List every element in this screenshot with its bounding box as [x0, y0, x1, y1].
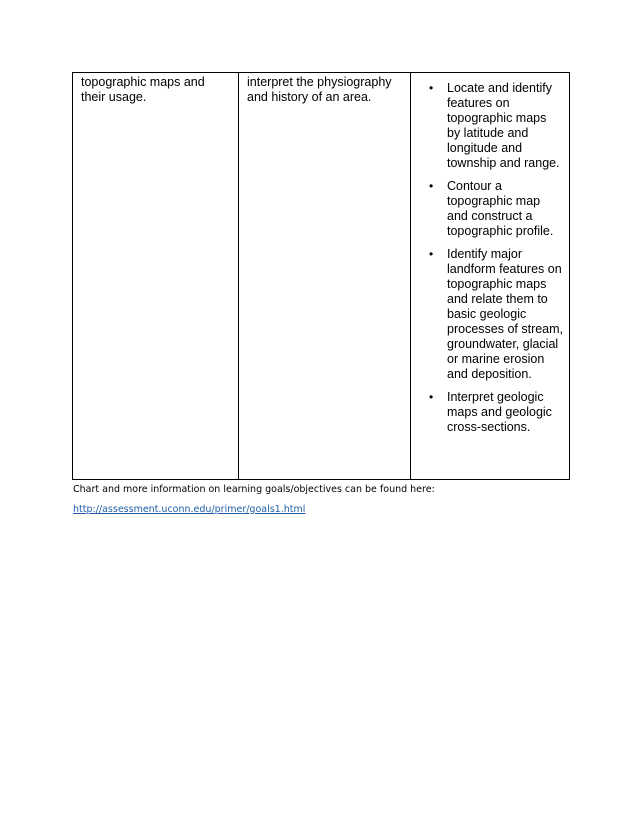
table-cell-topic	[73, 73, 239, 480]
bullet-icon: •	[429, 390, 434, 404]
goals-link[interactable]: http://assessment.uconn.edu/primer/goals1.html	[73, 504, 306, 515]
objectives-list	[411, 73, 569, 435]
footer-note-text: Chart and more information on learning goals/objectives can be found here:	[73, 484, 435, 495]
list-item	[411, 247, 569, 382]
table-cell-goal	[239, 73, 411, 480]
objective-text: Locate and identify features on topographic maps by latitude and longitude and township and range.	[447, 81, 560, 170]
objective-text: Interpret geologic maps and geologic cross-sections.	[447, 390, 552, 434]
bullet-icon: •	[429, 179, 434, 193]
goal-text: interpret the physiography and history of an area.	[247, 75, 392, 104]
list-item	[411, 390, 569, 435]
bullet-icon: •	[429, 247, 434, 261]
table-cell-objectives	[411, 73, 570, 480]
list-item	[411, 81, 569, 171]
list-item	[411, 179, 569, 239]
topic-text: topographic maps and their usage.	[81, 75, 205, 104]
goals-table	[72, 72, 570, 480]
objective-text: Identify major landform features on topographic maps and relate them to basic geologic processes of stream, groundwater, glacial or marine erosion and deposition.	[447, 247, 564, 381]
bullet-icon: •	[429, 81, 434, 95]
footer-note	[73, 482, 435, 517]
objective-text: Contour a topographic map and construct a topographic profile.	[447, 179, 554, 238]
table-row	[73, 73, 570, 480]
